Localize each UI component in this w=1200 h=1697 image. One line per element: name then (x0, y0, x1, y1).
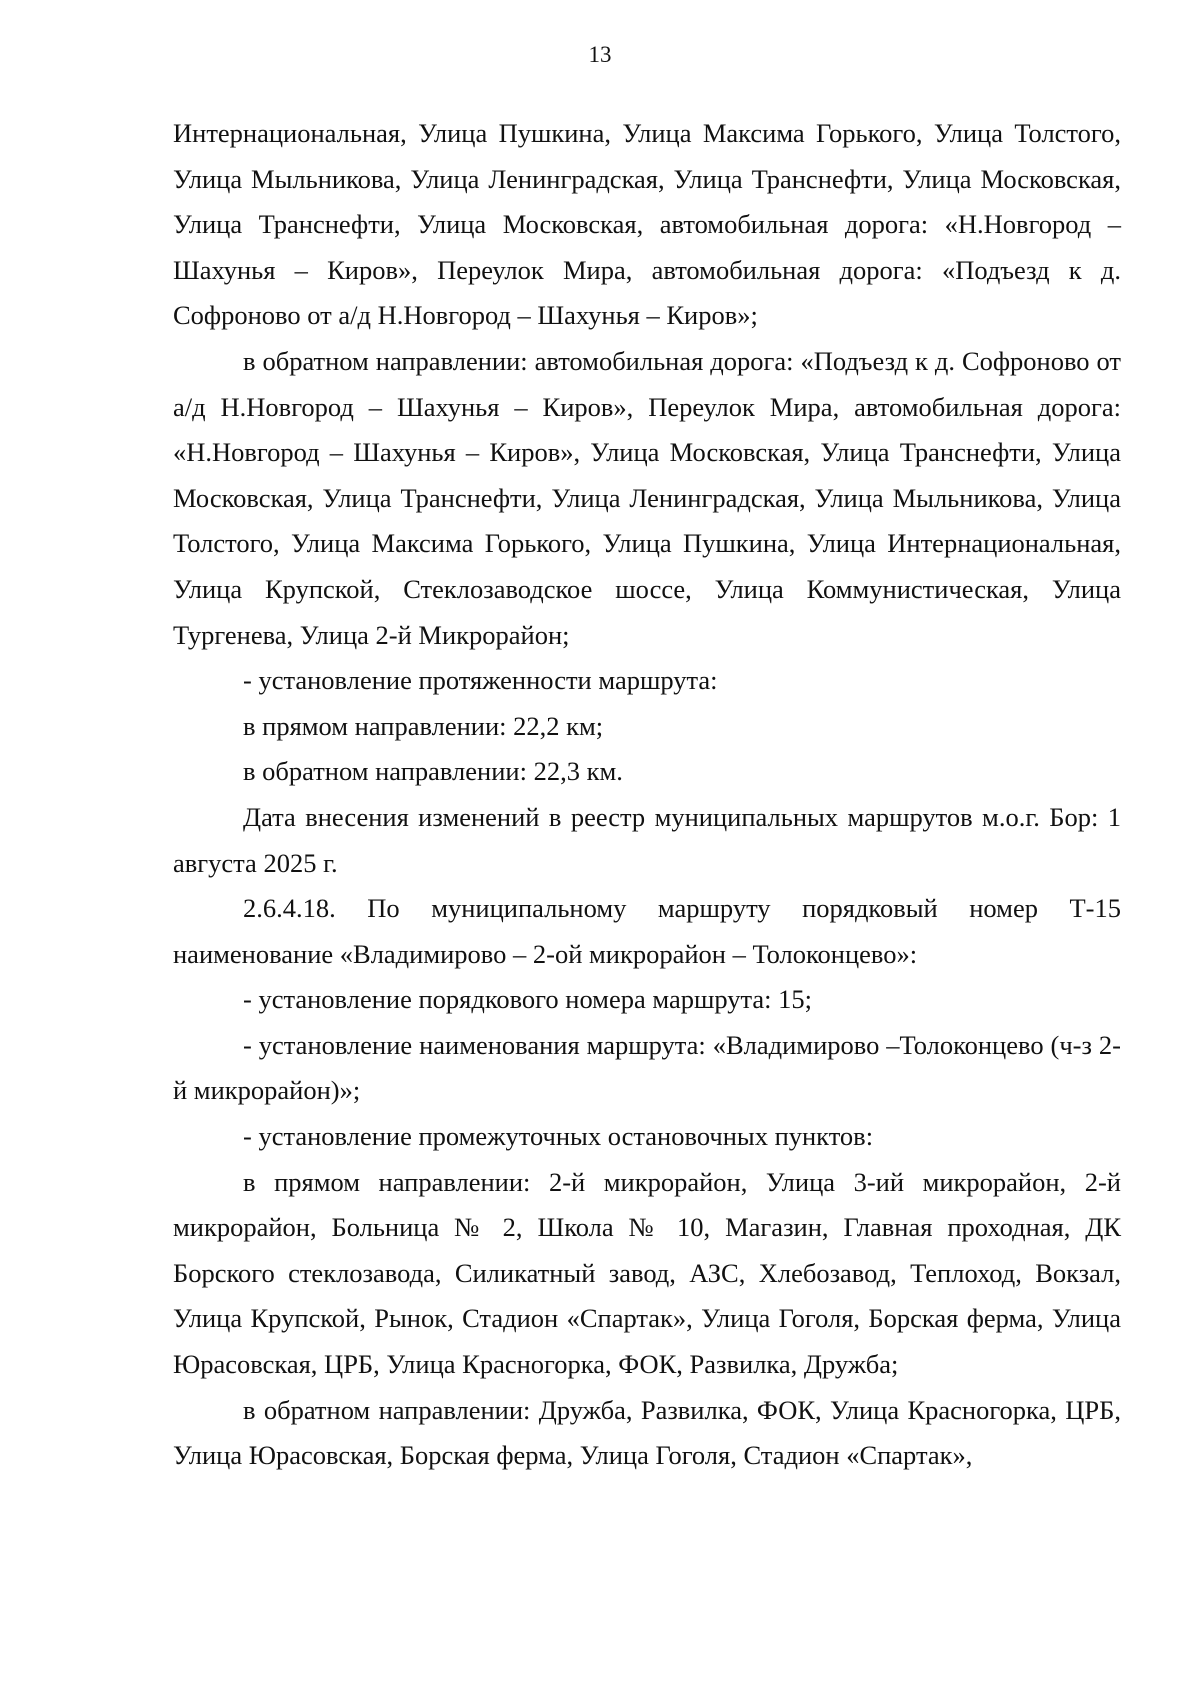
paragraph: в обратном направлении: Дружба, Развилка, ФОК, Улица Красногорка, ЦРБ, Улица Юрасовская, Борская ферма, Улица Гоголя, Стадион «Спартак», (173, 1394, 1121, 1471)
paragraph: в обратном направлении: автомобильная дорога: «Подъезд к д. Софроново от а/д Н.Новгород – Шахунья – Киров», Переулок Мира, автомобильная дорога: «Н.Новгород – Шахунья – Киров», Улица Московская, Улица Транснефти, Улица Московская, Улица Транснефти, Улица Ленинградская, Улица Мыльникова, Улица Толстого, Улица Максима Горького, Улица Пушкина, Улица Интернациональная, Улица Крупской, Стеклозаводское шоссе, Улица Коммунистическая, Улица Тургенева, Улица 2-й Микрорайон; (173, 345, 1121, 650)
paragraph: - установление промежуточных остановочных пунктов: (243, 1121, 874, 1152)
paragraph: в прямом направлении: 2-й микрорайон, Улица 3-ий микрорайон, 2-й микрорайон, Больница № 2, Школа № 10, Магазин, Главная проходная, ДК Борского стеклозавода, Силикатный завод, АЗС, Хлебозавод, Теплоход, Вокзал, Улица Крупской, Рынок, Стадион «Спартак», Улица Гоголя, Борская ферма, Улица Юрасовская, ЦРБ, Улица Красногорка, ФОК, Развилка, Дружба; (173, 1166, 1121, 1380)
paragraph: - установление протяженности маршрута: (243, 665, 718, 696)
paragraph: Дата внесения изменений в реестр муниципальных маршрутов м.о.г. Бор: 1 августа 2025 г. (173, 801, 1121, 878)
page-number: 13 (588, 42, 612, 67)
paragraph: - установление наименования маршрута: «Владимирово –Толоконцево (ч-з 2-й микрорайон)»; (173, 1029, 1121, 1106)
paragraph: в обратном направлении: 22,3 км. (243, 756, 623, 787)
paragraph: 2.6.4.18. По муниципальному маршруту порядковый номер Т-15 наименование «Владимирово – 2-ой микрорайон – Толоконцево»: (173, 893, 1121, 969)
document-body (173, 111, 1121, 1479)
paragraph: - установление порядкового номера маршрута: 15; (243, 984, 813, 1015)
paragraph: Интернациональная, Улица Пушкина, Улица Максима Горького, Улица Толстого, Улица Мыльникова, Улица Ленинградская, Улица Транснефти, Улица Московская, Улица Транснефти, Улица Московская, автомобильная дорога: «Н.Новгород – Шахунья – Киров», Переулок Мира, автомобильная дорога: «Подъезд к д. Софроново от а/д Н.Новгород – Шахунья – Киров»; (173, 118, 1121, 331)
paragraph: в прямом направлении: 22,2 км; (243, 710, 604, 741)
